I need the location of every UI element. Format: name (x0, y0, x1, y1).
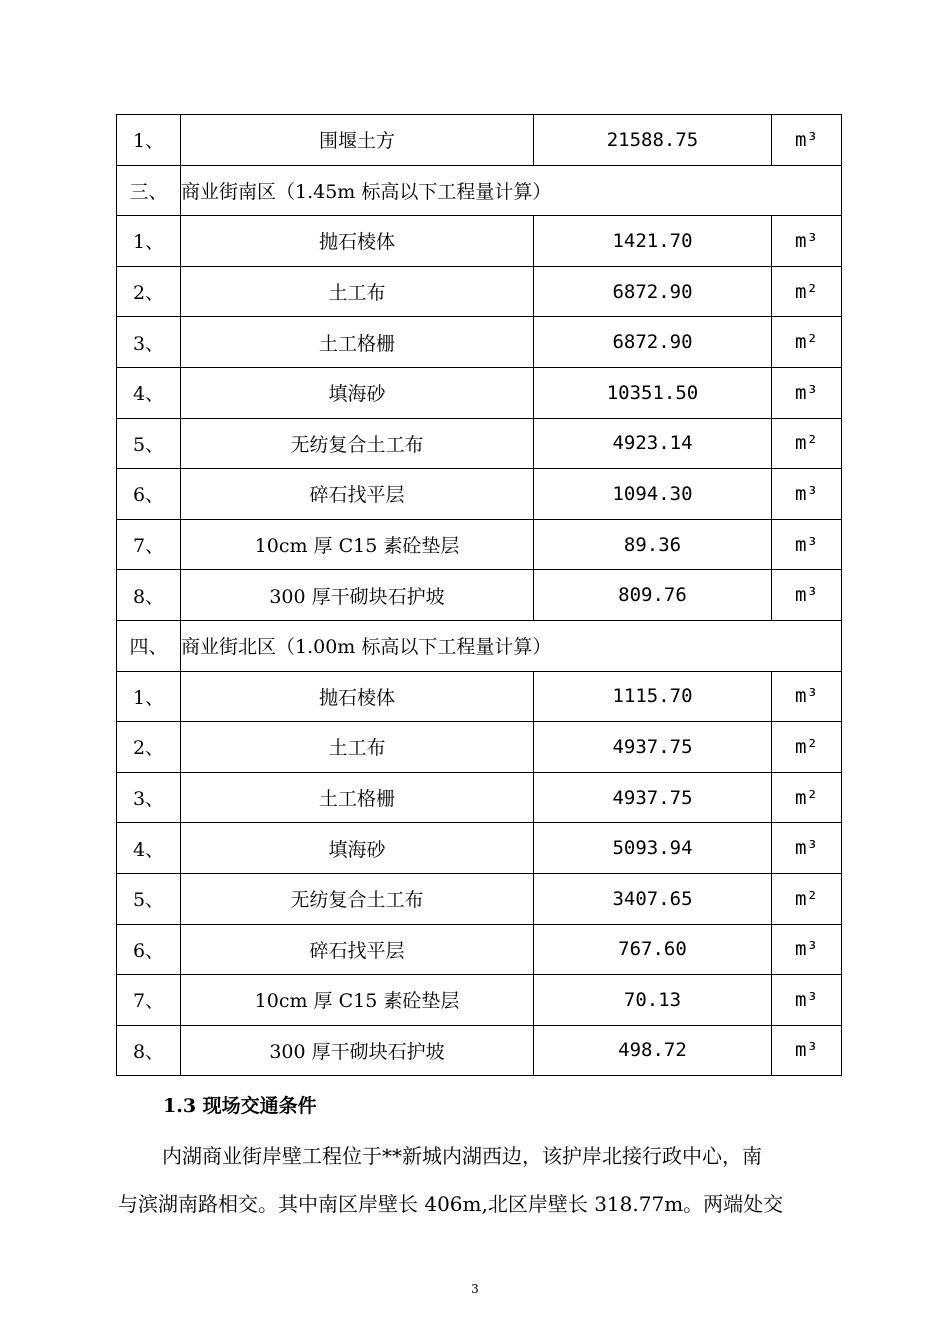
item-unit: m³ (772, 924, 842, 975)
table-row (117, 975, 842, 1026)
table-row (117, 266, 842, 317)
item-name: 碎石找平层 (181, 469, 534, 520)
item-unit: m² (772, 722, 842, 773)
section-title: 商业街南区（1.45m 标高以下工程量计算） (181, 165, 842, 216)
row-index: 5、 (117, 418, 181, 469)
item-name: 300 厚干砌块石护坡 (181, 1025, 534, 1076)
item-name: 抛石棱体 (181, 216, 534, 267)
item-name: 抛石棱体 (181, 671, 534, 722)
page-number: 3 (471, 1282, 479, 1296)
item-unit: m² (772, 873, 842, 924)
table-row (117, 924, 842, 975)
table-row (117, 873, 842, 924)
row-index: 3、 (117, 317, 181, 368)
item-name: 土工格栅 (181, 317, 534, 368)
item-unit: m³ (772, 671, 842, 722)
row-index: 8、 (117, 1025, 181, 1076)
item-quantity: 3407.65 (534, 873, 772, 924)
item-quantity: 21588.75 (534, 115, 772, 166)
item-quantity: 767.60 (534, 924, 772, 975)
item-unit: m³ (772, 115, 842, 166)
item-quantity: 10351.50 (534, 367, 772, 418)
table-row (117, 772, 842, 823)
item-quantity: 89.36 (534, 519, 772, 570)
quantity-table (116, 114, 842, 1076)
item-name: 土工布 (181, 722, 534, 773)
table-row (117, 519, 842, 570)
table-row (117, 722, 842, 773)
row-index: 三、 (117, 165, 181, 216)
item-unit: m³ (772, 519, 842, 570)
item-name: 300 厚干砌块石护坡 (181, 570, 534, 621)
quantity-table-body (117, 115, 842, 1076)
section-row (117, 165, 842, 216)
item-quantity: 498.72 (534, 1025, 772, 1076)
item-quantity: 1421.70 (534, 216, 772, 267)
section-row (117, 620, 842, 671)
row-index: 2、 (117, 722, 181, 773)
item-name: 10cm 厚 C15 素砼垫层 (181, 975, 534, 1026)
item-name: 填海砂 (181, 823, 534, 874)
item-unit: m³ (772, 1025, 842, 1076)
section-title: 商业街北区（1.00m 标高以下工程量计算） (181, 620, 842, 671)
row-index: 4、 (117, 367, 181, 418)
item-quantity: 6872.90 (534, 317, 772, 368)
item-name: 无纺复合土工布 (181, 418, 534, 469)
row-index: 4、 (117, 823, 181, 874)
table-row (117, 317, 842, 368)
item-quantity: 1115.70 (534, 671, 772, 722)
row-index: 3、 (117, 772, 181, 823)
section-heading: 1.3 现场交通条件 (163, 1095, 317, 1117)
row-index: 1、 (117, 115, 181, 166)
item-quantity: 70.13 (534, 975, 772, 1026)
row-index: 1、 (117, 671, 181, 722)
row-index: 6、 (117, 924, 181, 975)
item-name: 无纺复合土工布 (181, 873, 534, 924)
item-unit: m³ (772, 823, 842, 874)
row-index: 7、 (117, 975, 181, 1026)
table-row (117, 469, 842, 520)
item-name: 土工格栅 (181, 772, 534, 823)
item-name: 填海砂 (181, 367, 534, 418)
item-quantity: 4937.75 (534, 722, 772, 773)
table-row (117, 367, 842, 418)
item-name: 土工布 (181, 266, 534, 317)
row-index: 6、 (117, 469, 181, 520)
table-row (117, 570, 842, 621)
table-row (117, 418, 842, 469)
item-quantity: 5093.94 (534, 823, 772, 874)
table-row (117, 671, 842, 722)
row-index: 7、 (117, 519, 181, 570)
item-quantity: 4937.75 (534, 772, 772, 823)
item-quantity: 809.76 (534, 570, 772, 621)
row-index: 四、 (117, 620, 181, 671)
paragraph-line-1: 内湖商业街岸壁工程位于**新城内湖西边，该护岸北接行政中心，南 (162, 1144, 762, 1168)
paragraph-line-2: 与滨湖南路相交。其中南区岸壁长 406m,北区岸壁长 318.77m。两端处交 (118, 1192, 784, 1216)
row-index: 1、 (117, 216, 181, 267)
item-quantity: 4923.14 (534, 418, 772, 469)
item-name: 碎石找平层 (181, 924, 534, 975)
table-row (117, 115, 842, 166)
item-quantity: 1094.30 (534, 469, 772, 520)
item-unit: m² (772, 772, 842, 823)
row-index: 8、 (117, 570, 181, 621)
row-index: 5、 (117, 873, 181, 924)
table-row (117, 216, 842, 267)
row-index: 2、 (117, 266, 181, 317)
item-name: 10cm 厚 C15 素砼垫层 (181, 519, 534, 570)
item-unit: m³ (772, 469, 842, 520)
table-row (117, 823, 842, 874)
item-unit: m³ (772, 367, 842, 418)
item-unit: m² (772, 266, 842, 317)
item-quantity: 6872.90 (534, 266, 772, 317)
table-row (117, 1025, 842, 1076)
item-unit: m² (772, 317, 842, 368)
item-unit: m³ (772, 570, 842, 621)
item-unit: m³ (772, 975, 842, 1026)
item-unit: m³ (772, 216, 842, 267)
item-name: 围堰土方 (181, 115, 534, 166)
item-unit: m² (772, 418, 842, 469)
